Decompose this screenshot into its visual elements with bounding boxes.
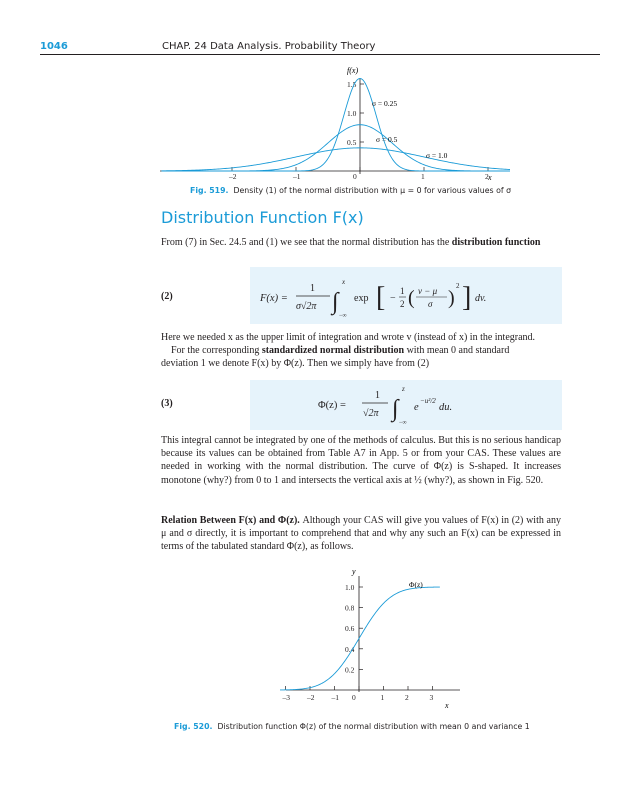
eq2-left-paren: (	[408, 287, 415, 309]
eq3-lower-limit: −∞	[399, 420, 407, 426]
y-tick-label: 1.0	[345, 583, 355, 592]
figure-520-cdf-plot	[280, 562, 500, 712]
eq2-half-den: 2	[400, 299, 405, 309]
x-tick-label: 3	[429, 693, 434, 702]
relation-heading: Relation Between F(x) and Φ(z).	[161, 515, 300, 526]
running-head: CHAP. 24 Data Analysis. Probability Theory	[162, 41, 376, 52]
eq3-upper-limit: z	[402, 385, 405, 393]
x-tick-label: 0	[352, 693, 356, 702]
eq2-frac-num: 1	[310, 283, 315, 294]
page-number: 1046	[40, 41, 68, 52]
x-tick-label: 1	[421, 172, 425, 181]
figure-519-caption	[190, 186, 511, 195]
eq2-exp: exp	[354, 293, 369, 304]
intro-text: From (7) in Sec. 24.5 and (1) we see that the normal distribution has the	[161, 237, 452, 248]
figure-519-density-plot	[150, 62, 510, 182]
y-axis-label: f(x)	[347, 66, 359, 75]
eq3-frac-den: √2π	[363, 408, 379, 419]
equation-3-box	[250, 380, 562, 430]
eq2-left-bracket: [	[376, 282, 386, 313]
figure-520-caption	[174, 722, 530, 731]
curve-label-sigma-025: σ = 0.25	[372, 99, 398, 108]
eq2-square: 2	[456, 282, 460, 290]
p2-bold: standardized normal distribution	[261, 345, 405, 357]
p2-line2	[161, 344, 561, 357]
equation-3-number: (3)	[161, 398, 173, 409]
curve-label-sigma-05: σ = 0.5	[376, 135, 398, 144]
eq2-right-paren: )	[448, 287, 455, 309]
paragraph-after-eq3: This integral cannot be integrated by one of the methods of calculus. But this is no serious handicap because its values can be obtained from Table A7 in App. 5 or from your CAS. These values are needed in working with the normal distribution. The curve of Φ(z) is S-shaped. It increases monotone (why?) from 0 to 1 and intersects the vertical axis at ½ (why?), as shown in Fig. 520.	[161, 435, 561, 486]
relation-paragraph	[161, 514, 561, 554]
x-tick-label: 0	[353, 172, 357, 181]
x-axis-label: x	[445, 701, 449, 710]
y-tick-label: 0.4	[345, 644, 355, 654]
y-tick-label: 1.5	[347, 80, 357, 89]
eq3-lhs: Φ(z) =	[318, 400, 346, 411]
intro-bold: distribution function	[451, 237, 541, 248]
eq2-upper-limit: x	[342, 278, 346, 286]
eq3-integral-sign: ∫	[392, 396, 399, 422]
equation-2-number: (2)	[161, 291, 173, 302]
eq3-e: e	[414, 402, 419, 413]
x-tick-label: –1	[331, 693, 339, 702]
eq2-minus: −	[390, 293, 396, 304]
x-tick-label: 1	[380, 693, 385, 702]
density-curve	[162, 148, 510, 171]
eq2-inner-num: v − μ	[418, 286, 438, 296]
density-curve	[162, 78, 510, 171]
eq2-lhs: F(x) =	[260, 293, 288, 304]
section-title: Distribution Function F(x)	[161, 208, 364, 227]
curve-label-phi: Φ(z)	[409, 580, 423, 589]
figure-520-curves	[280, 587, 440, 690]
x-tick-label: 2	[485, 172, 489, 181]
x-axis-label: x	[488, 173, 492, 182]
p2-line2b: with mean 0 and standard	[404, 345, 510, 357]
eq2-integral-sign: ∫	[332, 289, 339, 315]
y-tick-label: 0.5	[347, 138, 357, 147]
figure-520-caption-label: Fig. 520.	[174, 722, 213, 731]
y-tick-label: 0.2	[345, 665, 355, 675]
eq2-dv: dv.	[475, 293, 487, 304]
intro-paragraph	[161, 236, 561, 249]
eq2-right-bracket: ]	[462, 282, 472, 313]
eq3-du: du.	[439, 402, 453, 413]
y-tick-label: 0.8	[345, 603, 355, 613]
eq2-inner-den: σ	[428, 299, 433, 309]
eq2-half-num: 1	[400, 286, 405, 296]
eq3-frac-num: 1	[375, 390, 380, 401]
equation-2-box	[250, 267, 562, 324]
y-tick-label: 0.6	[345, 624, 355, 634]
curve-label-sigma-1: σ = 1.0	[426, 151, 448, 160]
figure-519-caption-label: Fig. 519.	[190, 186, 229, 195]
x-tick-label: –1	[293, 172, 301, 181]
equation-2	[250, 267, 562, 324]
y-tick-label: 1.0	[347, 109, 357, 118]
figure-519-caption-text: Density (1) of the normal distribution with μ = 0 for various values of σ	[233, 186, 512, 195]
x-tick-label: 2	[405, 693, 409, 702]
p2-line1: Here we needed x as the upper limit of integration and wrote v (instead of x) in the integrand.	[161, 332, 536, 343]
header-rule	[40, 54, 600, 55]
p2-line2a: For the corresponding	[171, 345, 262, 357]
x-tick-label: –3	[282, 693, 290, 702]
relation-text: Although your CAS will give you values of F(x) in (2) with any μ and σ directly, it is important to comprehend that and why any such an F(x) can be expressed in terms of the tabulated standard Φ(z), as follows.	[161, 515, 561, 553]
equation-3	[250, 380, 562, 430]
eq2-lower-limit: −∞	[339, 313, 347, 319]
x-tick-label: –2	[229, 172, 237, 181]
eq3-exponent: −u²/2	[420, 397, 436, 405]
figure-520-caption-text: Distribution function Φ(z) of the normal distribution with mean 0 and variance 1	[217, 722, 530, 731]
figure-520-ticks	[282, 583, 434, 702]
figure-519-curves	[162, 78, 510, 171]
y-axis-label: y	[352, 567, 356, 576]
cdf-curve	[280, 587, 440, 690]
eq2-frac-den: σ√2π	[296, 301, 317, 312]
x-tick-label: –2	[307, 693, 315, 702]
figure-519-ticks	[228, 80, 489, 181]
paragraph-after-eq2	[161, 331, 561, 371]
p2-line3: deviation 1 we denote F(x) by Φ(z). Then we simply have from (2)	[161, 358, 430, 370]
